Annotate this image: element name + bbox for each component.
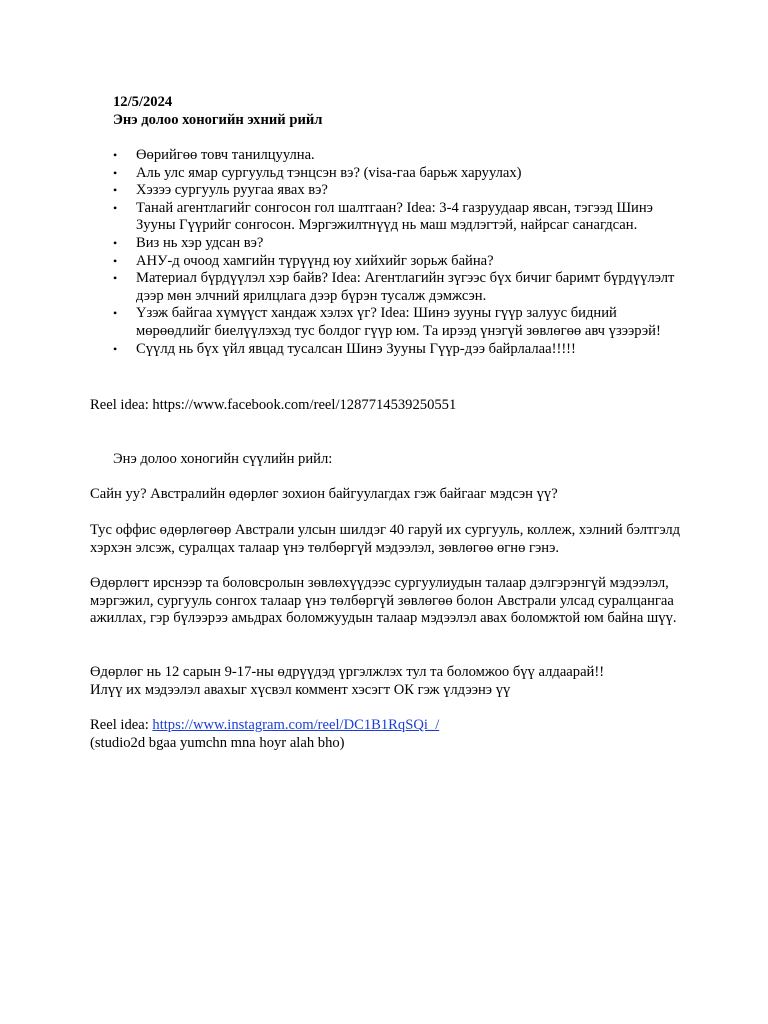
instagram-reel-link[interactable]: https://www.instagram.com/reel/DC1B1RqSQi_/ <box>152 717 440 733</box>
paragraph-text: Өдөрлөг нь 12 сарын 9-17-ны өдрүүдэд үргэлжлэх тул та боломжоо бүү алдаарай!! <box>90 664 605 680</box>
list-item-text: АНУ-д очоод хамгийн түрүүнд юу хийхийг зорьж байна? <box>136 252 494 269</box>
reel-note <box>90 735 690 753</box>
bullet-icon: • <box>113 235 118 250</box>
bullet-icon: • <box>113 253 118 268</box>
paragraph-text: Илүү их мэдээлэл авахыг хүсвэл коммент хэсэгт ОК гэж үлдээнэ үү <box>90 681 511 698</box>
bullet-icon: • <box>113 341 118 356</box>
date-line <box>90 94 713 112</box>
paragraph-text: Тус оффис өдөрлөгөөр Австрали улсын шилдэг 40 гаруй их сургууль, коллеж, хэлний бэлтгэлд хэрхэн элсэж, суралцах талаар үнэ төлбөргүй мэдээлэл, зөвлөгөө өгнө гэнэ. <box>90 522 681 556</box>
first-reel-title-text: Энэ долоо хоногийн эхний рийл <box>113 112 323 128</box>
list-item <box>90 235 690 253</box>
reel-idea-url: https://www.facebook.com/reel/1287714539250551 <box>152 397 457 413</box>
bullet-icon: • <box>113 271 118 286</box>
list-item <box>90 165 690 183</box>
list-item-text: Танай агентлагийг сонгосон гол шалтгаан? Idea: 3-4 газруудаар явсан, тэгээд Шинэ Зууны Гүүрийг сонгосон. Мэргэжилтнүүд нь маш мэдлэгтэй, найрсаг санагдсан. <box>136 199 653 234</box>
paragraph-greeting <box>90 486 690 504</box>
bullet-icon: • <box>113 183 118 198</box>
bullet-icon: • <box>113 200 118 215</box>
list-item <box>90 200 690 235</box>
list-item-text: Материал бүрдүүлэл хэр байв? Idea: Агентлагийн зүгээс бүх бичиг баримт бүрдүүлэлт дээр мөн элчний ярилцлага дээр бүрэн тусалж дэмжсэн. <box>136 270 675 304</box>
bullet-icon: • <box>113 165 118 180</box>
paragraph-office-info <box>90 522 690 557</box>
paragraph-benefits <box>90 575 690 628</box>
second-reel-title-text: Энэ долоо хоногийн сүүлийн рийл: <box>113 451 333 467</box>
list-item-text: Хэзээ сургууль руугаа явах вэ? <box>136 182 328 199</box>
list-item <box>90 253 690 271</box>
list-item <box>90 270 690 305</box>
list-item <box>90 305 690 340</box>
paragraph-text: Сайн уу? Австралийн өдөрлөг зохион байгуулагдах гэж байгааг мэдсэн үү? <box>90 486 558 502</box>
list-item-text: Аль улс ямар сургуульд тэнцсэн вэ? (visa-гаа барьж харуулах) <box>136 164 522 181</box>
reel-idea-1 <box>90 397 690 415</box>
reel-idea-label: Reel idea: <box>90 397 153 413</box>
question-list <box>90 147 690 358</box>
bullet-icon: • <box>113 306 118 321</box>
reel-idea-label: Reel idea: <box>90 717 153 733</box>
bullet-icon: • <box>113 148 118 162</box>
reel-idea-2 <box>90 717 690 735</box>
list-item <box>90 341 690 359</box>
list-item-text: Үзэж байгаа хүмүүст хандаж хэлэх үг? Idea: Шинэ зууны гүүр залуус бидний мөрөөдлийг биелүүлэхэд тус болдог гүүр юм. Та ирээд үнэгүй зөвлөгөө авч үзээрэй! <box>136 305 661 339</box>
reel-note-text: (studio2d bgaa yumchn mna hoyr alah bho) <box>90 735 345 751</box>
paragraph-dates <box>90 664 690 699</box>
list-item-text: Сүүлд нь бүх үйл явцад тусалсан Шинэ Зууны Гүүр-дээ байрлалаа!!!!! <box>136 340 576 357</box>
list-item <box>90 147 690 165</box>
date-text: 12/5/2024 <box>113 94 173 110</box>
list-item-text: Виз нь хэр удсан вэ? <box>136 234 264 251</box>
first-reel-title <box>90 112 713 130</box>
paragraph-text: Өдөрлөгт ирснээр та боловсролын зөвлөхүүдээс сургуулиудын талаар дэлгэрэнгүй мэдээлэл, мэргэжил, сургууль сонгох талаар үнэ төлбөргүй зөвлөгөө болон Австрали улсад суралцангаа ажиллах, гэр бүлээрээ амьдрах боломжуудын талаар мэдээлэл авах боломжтой юм байна шүү. <box>90 575 677 627</box>
list-item-text: Өөрийгөө товч танилцуулна. <box>136 147 315 163</box>
second-reel-title <box>90 451 713 469</box>
list-item <box>90 182 690 200</box>
